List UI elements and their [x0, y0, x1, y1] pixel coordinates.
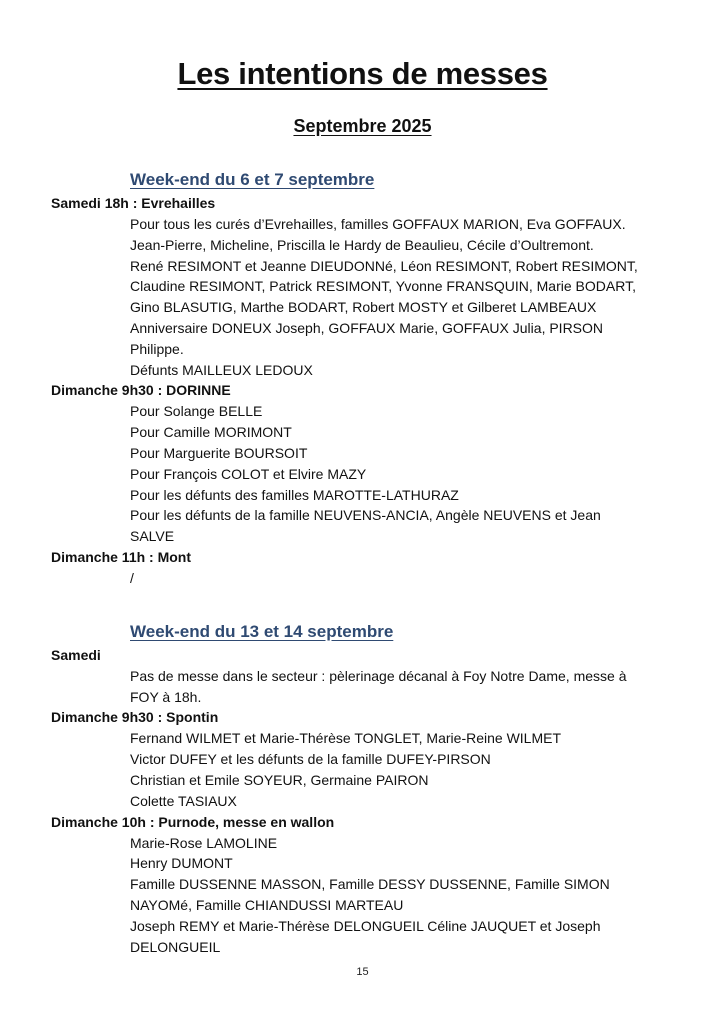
mass-title: Dimanche 9h30 : DORINNE — [51, 382, 231, 399]
intention-line: Pour les défunts des familles MAROTTE-LATHURAZ — [130, 486, 459, 503]
page-subtitle — [0, 114, 725, 138]
page-subtitle-text: Septembre 2025 — [293, 116, 432, 136]
intention-line: Pour Solange BELLE — [130, 403, 263, 420]
intention-line: Fernand WILMET et Marie-Thérèse TONGLET, Marie-Reine WILMET — [130, 730, 562, 747]
intention-line: Joseph REMY et Marie-Thérèse DELONGUEIL Céline JAUQUET et Joseph — [130, 917, 601, 934]
intention-line: Défunts MAILLEUX LEDOUX — [130, 361, 313, 378]
intention-line: Pour Marguerite BOURSOIT — [130, 444, 308, 461]
intention-list — [130, 833, 690, 958]
intention-line: Pas de messe dans le secteur : pèlerinage décanal à Foy Notre Dame, messe à — [130, 667, 627, 684]
intention-line: NAYOMé, Famille CHIANDUSSI MARTEAU — [130, 896, 404, 913]
intention-line: René RESIMONT et Jeanne DIEUDONNé, Léon RESIMONT, Robert RESIMONT, — [130, 257, 638, 274]
mass-block — [51, 547, 691, 589]
weekend-section — [51, 168, 691, 589]
mass-block — [51, 645, 691, 708]
intention-list — [130, 214, 690, 380]
intention-line: Pour Camille MORIMONT — [130, 424, 292, 441]
intention-line: DELONGUEIL — [130, 938, 221, 955]
mass-block — [51, 193, 691, 380]
intention-line: Colette TASIAUX — [130, 792, 237, 809]
page-title — [0, 54, 725, 94]
intention-line: Pour les défunts de la famille NEUVENS-ANCIA, Angèle NEUVENS et Jean — [130, 507, 601, 524]
mass-title: Dimanche 10h : Purnode, messe en wallon — [51, 813, 335, 830]
mass-title: Samedi — [51, 646, 101, 663]
mass-block — [51, 380, 691, 547]
intention-line: Claudine RESIMONT, Patrick RESIMONT, Yvonne FRANSQUIN, Marie BODART, — [130, 278, 636, 295]
intentions-content — [51, 168, 691, 957]
mass-title: Dimanche 11h : Mont — [51, 548, 192, 565]
mass-block — [51, 812, 691, 958]
intention-line: Philippe. — [130, 340, 184, 357]
intention-line: Marie-Rose LAMOLINE — [130, 834, 278, 851]
intention-line: Pour tous les curés d’Evrehailles, familles GOFFAUX MARION, Eva GOFFAUX. — [130, 216, 626, 232]
page-title-text: Les intentions de messes — [177, 56, 548, 91]
intention-list — [130, 666, 690, 708]
intention-line: Anniversaire DONEUX Joseph, GOFFAUX Marie, GOFFAUX Julia, PIRSON — [130, 319, 604, 336]
weekend-heading: Week-end du 13 et 14 septembre — [130, 621, 394, 641]
intention-line: SALVE — [130, 528, 175, 545]
intention-line: Christian et Emile SOYEUR, Germaine PAIRON — [130, 771, 429, 788]
intention-line: Gino BLASUTIG, Marthe BODART, Robert MOSTY et Gilberet LAMBEAUX — [130, 299, 597, 316]
mass-title: Dimanche 9h30 : Spontin — [51, 709, 219, 726]
intention-list — [130, 728, 690, 811]
weekend-heading: Week-end du 6 et 7 septembre — [130, 170, 375, 189]
intention-line: Jean-Pierre, Micheline, Priscilla le Hardy de Beaulieu, Cécile d’Oultremont. — [130, 236, 594, 253]
intention-line: Pour François COLOT et Elvire MAZY — [130, 465, 367, 482]
intention-line: / — [130, 569, 134, 586]
intention-line: Victor DUFEY et les défunts de la famille DUFEY-PIRSON — [130, 751, 491, 768]
mass-title: Samedi 18h : Evrehailles — [51, 195, 216, 211]
intention-list — [130, 401, 690, 547]
intention-line: FOY à 18h. — [130, 688, 202, 705]
weekend-section — [51, 620, 691, 958]
intention-line: Famille DUSSENNE MASSON, Famille DESSY DUSSENNE, Famille SIMON — [130, 876, 610, 893]
page-number: 15 — [356, 966, 369, 978]
intention-line: Henry DUMONT — [130, 855, 233, 872]
section-spacer — [51, 589, 691, 620]
intention-list — [130, 568, 690, 589]
mass-block — [51, 707, 691, 811]
